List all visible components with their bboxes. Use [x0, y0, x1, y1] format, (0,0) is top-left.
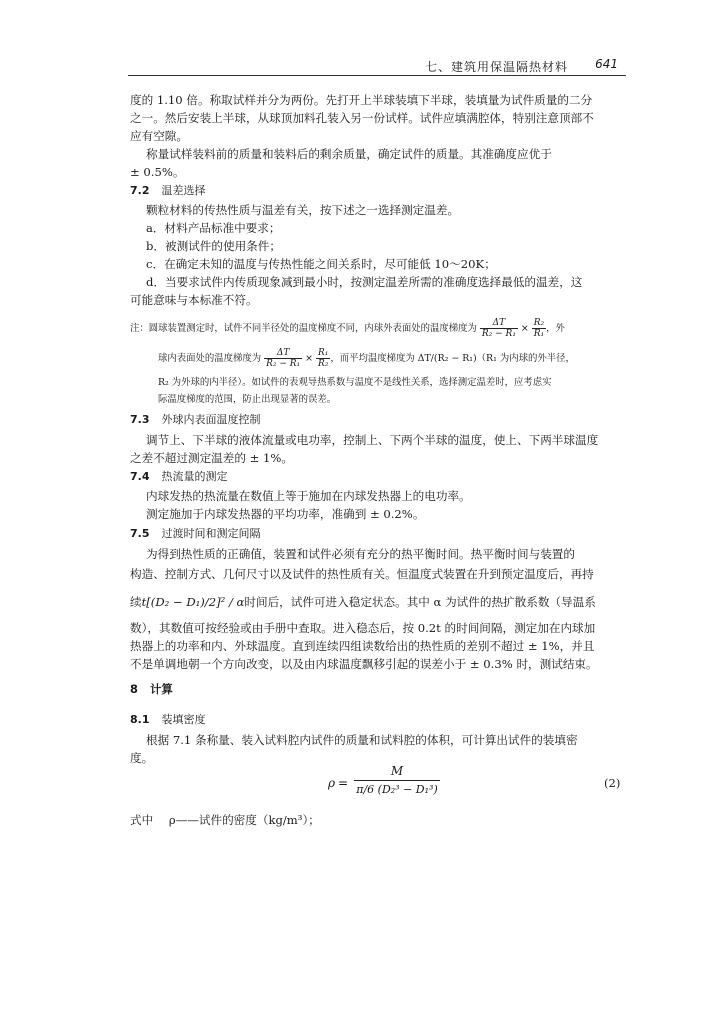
section-heading-8-1: 8.1 装填密度 — [130, 713, 206, 726]
section-number: 7.2 — [130, 184, 150, 197]
header-title: 七、建筑用保温隔热材料 — [424, 60, 568, 74]
note-text: 圆球装置测定时，试件不同半径处的温度梯度不同，内球外表面处的温度梯度为 — [148, 323, 477, 334]
note-label: 注： — [130, 323, 149, 334]
equation-denominator: π/6 (D₂³ − D₁³) — [356, 783, 438, 796]
body-line: 不是单调地朝一个方向改变，以及由内球温度飘移引起的误差小于 ± 0.3% 时，测试结束。 — [130, 657, 598, 671]
header-rule — [128, 75, 626, 76]
where-clause — [130, 812, 320, 828]
radius-ratio-fraction: $\frac{\text{R₁}}{\text{R₂}}$ — [317, 348, 329, 369]
body-line: 应有空隙。 — [130, 129, 188, 143]
body-line: ± 0.5%。 — [130, 165, 185, 179]
body-line: 之差不超过测定温差的 ± 1%。 — [130, 451, 294, 465]
note-line: 注：圆球装置测定时，试件不同半径处的温度梯度不同，内球外表面处的温度梯度为 $\frac{\Delta T}{\text{R₂ − R₁}}$ × $\frac{\text{R₂}}{\text{R₁}}$ ，外 — [130, 318, 565, 339]
equation-lhs: ρ — [328, 776, 336, 790]
equation-number: (2) — [604, 776, 621, 790]
body-line: 度。 — [130, 751, 154, 765]
section-heading-8: 8 计算 — [130, 682, 173, 696]
body-line: 构造、控制方式、几何尺寸以及试件的热性质有关。恒温度式装置在升到预定温度后，再持 — [130, 567, 594, 581]
list-item-continuation: 可能意味与本标准不符。 — [130, 293, 258, 307]
running-header — [128, 56, 626, 76]
list-item: a．材料产品标准中要求； — [146, 221, 281, 235]
density-equation — [320, 764, 440, 808]
body-line: 度的 1.10 倍。称取试样并分为两份。先打开上半球装填下半球，装填量为试件质量的二分 — [130, 93, 593, 107]
body-line: 根据 7.1 条称量、装入试料腔内试件的质量和试料腔的体积，可计算出试件的装填密 — [146, 733, 578, 747]
transition-time-expression: t[(D₂ − D₁)/2]² / α — [141, 595, 245, 609]
section-title: 温差选择 — [161, 184, 206, 197]
body-line: 调节上、下半球的液体流量或电功率，控制上、下两个半球的温度，使上、下两半球温度 — [146, 433, 599, 447]
where-text: ρ——试件的密度（kg/m³）； — [168, 813, 320, 827]
body-line: 颗粒材料的传热性质与温差有关，按下述之一选择测定温差。 — [146, 203, 460, 217]
where-label: 式中 — [130, 813, 154, 827]
list-item: b．被测试件的使用条件； — [146, 239, 281, 253]
section-heading-7-4: 7.4 热流量的测定 — [130, 470, 228, 483]
body-line: 为得到热性质的正确值，装置和试件必须有充分的热平衡时间。热平衡时间与装置的 — [146, 547, 575, 561]
gradient-fraction: $\frac{\Delta T}{\text{R₂ − R₁}}$ — [481, 318, 516, 339]
body-line: 数），其数值可按经验或由手册中查取。进入稳态后，按 0.2t 的时间间隔，测定加在内球加 — [130, 621, 596, 635]
equals-sign: = — [338, 776, 349, 790]
equation-fraction — [354, 764, 440, 796]
section-heading-7-3: 7.3 外球内表面温度控制 — [130, 413, 261, 426]
note-line: R₂ 为外球的内半径）。如试件的表观导热系数与温度不是线性关系，选择测定温差时，应考虑实 — [158, 377, 552, 388]
body-line: 之一。然后安装上半球，从球顶加料孔装入另一份试样。试件应填满腔体，特别注意顶部不 — [130, 111, 594, 125]
body-line: 热器上的功率和内、外球温度。直到连续四组读数给出的热性质的差别不超过 ± 1%，并且 — [130, 639, 595, 653]
note-line: 球内表面处的温度梯度为 $\frac{\Delta T}{\text{R₂ − R₁}}$ × $\frac{\text{R₁}}{\text{R₂}}$ ，而平均温度梯度为 ΔT/(R₂ − R₁)（R₁ 为内球的外半径， — [158, 348, 575, 369]
body-line: 测定施加于内球发热器的平均功率，准确到 ± 0.2%。 — [146, 507, 425, 521]
note-line: 际温度梯度的范围，防止出现显著的误差。 — [158, 394, 337, 405]
list-item: d．当要求试件内传质现象减到最小时，按测定温差所需的准确度选择最低的温差，这 — [146, 275, 583, 289]
equation-numerator: M — [354, 764, 440, 781]
body-line: 称量试样装料前的质量和装料后的剩余质量，确定试件的质量。其准确度应优于 — [146, 147, 552, 161]
body-line: 续t[(D₂ − D₁)/2]² / α时间后，试件可进入稳定状态。其中 α 为试件的热扩散系数（导温系 — [130, 595, 596, 609]
body-line: 内球发热的热流量在数值上等于施加在内球发热器上的电功率。 — [146, 489, 471, 503]
page-number: 641 — [595, 57, 618, 71]
list-item: c．在确定未知的温度与传热性能之间关系时，尽可能低 10～20K； — [146, 257, 496, 271]
radius-ratio-fraction: $\frac{\text{R₂}}{\text{R₁}}$ — [533, 318, 545, 339]
section-heading-7-2 — [130, 183, 206, 199]
gradient-fraction: $\frac{\Delta T}{\text{R₂ − R₁}}$ — [266, 348, 301, 369]
section-heading-7-5: 7.5 过渡时间和测定间隔 — [130, 527, 261, 540]
